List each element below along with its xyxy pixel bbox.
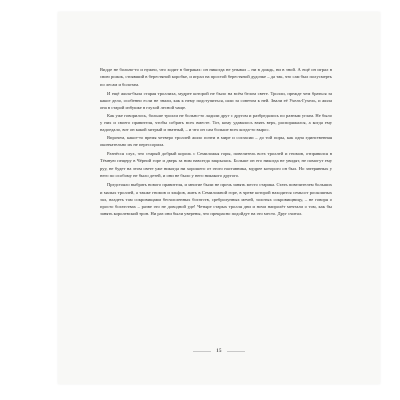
- paragraph-3: Как уже говорилось, больше тролли не больно-то ладили друг с другом и разбредались по разным углам. Не было у них и своего правителя, чтобы собрать всех вместе. Тот, кому удавалось взять верх, распоряжался, а когда ему надоедало, вот он какой хитрый и знатный, – и что он сам больше всех когда-то вырос.: [100, 112, 332, 133]
- body-text: [100, 66, 332, 218]
- paragraph-2: И ещё жила-была старая троллиха, мудрее которой не было на всём белом свете. Тролли, прежде чем браться за какое дело, особенно если не знали, как к нему подступиться, шли за советом к ней. Звали её Ухель-Гухель, и жила она в старой избушке в глухой лесной чаще.: [100, 90, 332, 111]
- paragraph-1: Видде не больно-то и нужно, что ходит в батраках: он никогда не унывал – ни в дождь, ни в зной. А ещё он играл в свою рожок, стоявший в берестяной коробке, и играл на простой берестяной дудочке – да так, что сам был полусмерть по лесам и болотам.: [100, 67, 332, 87]
- paragraph-5: Разнёсся слух, что старый добрый король с Семиложья горы, повелитель всех троллей и гномов, отправился в Тёмную пещеру в Чёрной горе и дверь за ним навсегда закрылась. Больше он его никогда не увидят, не помогут ему руу, не будет на этом свете уже никогда ни хорошего от этого наставника, мудрее которого он был. Но затерянных у него по особому не было детей, и они не было у него никакого другого.: [100, 151, 332, 178]
- paragraph-4: Впрочем, какое-то время четверо троллей жило почти в мире и согласии – до той поры, как одна единственная окончательно их не перессорила.: [100, 134, 332, 147]
- page-footer: [58, 349, 380, 355]
- footer-rule-right: [227, 351, 245, 352]
- paragraph-6: Предстояло выбрать нового правителя, и многие были не прочь занять место старика. Стать повелителем больших и малых троллей, а также гномов и эльфов, жить в Семиложной горе, в чреве которой находится семьсот роскошных зал, владеть там сокровищами бесчисленных богатств, сребролунных мечей, золотых сокровищницу, – не говоря о просто богатствах – разве это не доводной уде! Четыре старых тролля дни и ночи напролёт мечтали о том, как бы занять королевский трон. Ни раз они были уверены, что прекрасно подойдут на это место. Друг считал.: [100, 182, 332, 217]
- page-number: 15: [216, 349, 222, 354]
- book-page: [58, 12, 380, 384]
- footer-rule-left: [193, 351, 211, 352]
